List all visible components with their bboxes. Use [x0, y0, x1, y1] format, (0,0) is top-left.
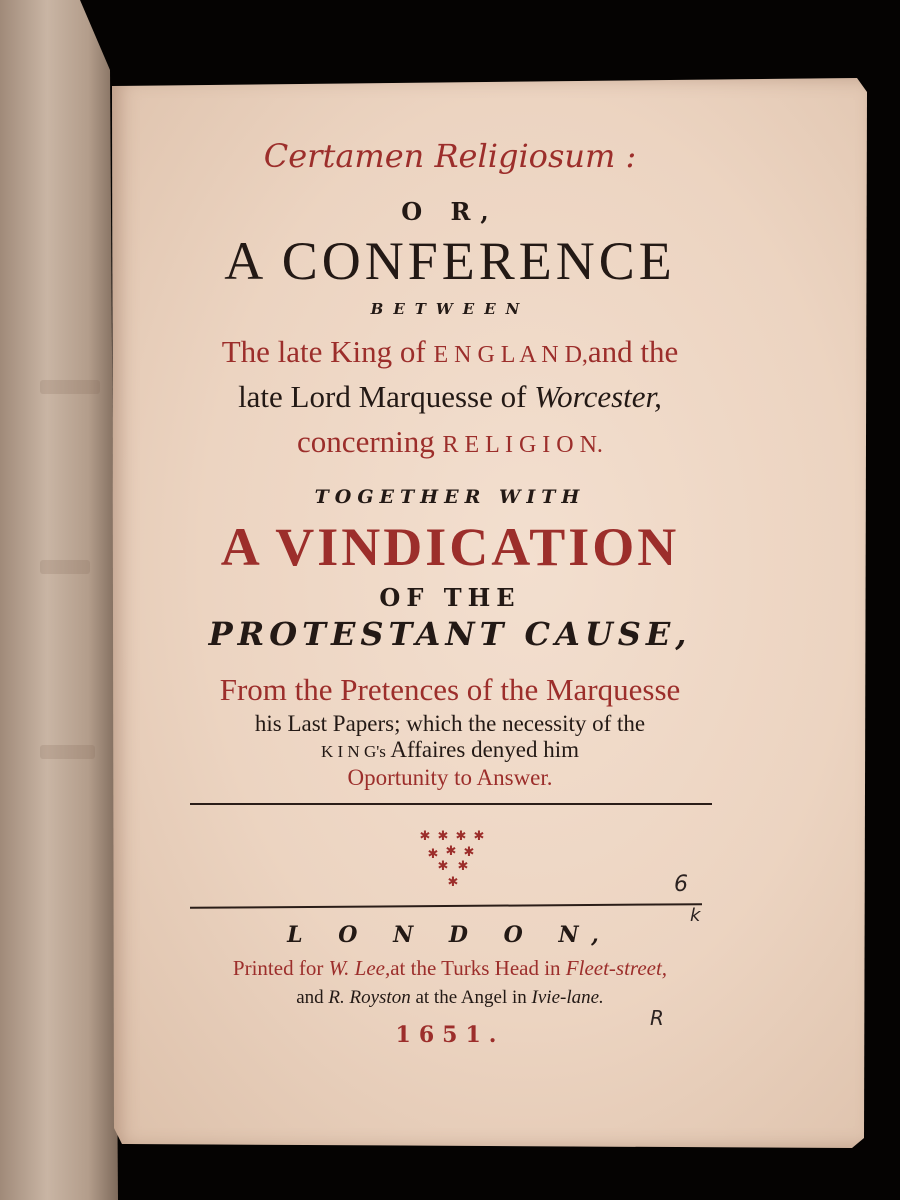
religion-word: R E L I G I O N.	[442, 432, 603, 458]
svg-text:✱: ✱	[473, 829, 485, 844]
conference-heading: A CONFERENCE	[224, 231, 676, 291]
affaires-text: Affaires denyed him	[385, 737, 580, 762]
latin-title: Certamen Religiosum :	[263, 137, 637, 175]
top-rule	[190, 803, 712, 805]
oportunity-line: Oportunity to Answer.	[347, 765, 553, 790]
lord-line-part-a: late Lord Marquesse of	[238, 379, 535, 414]
concerning-word: concerning	[297, 424, 443, 459]
svg-text:✱: ✱	[463, 845, 475, 860]
angel-text: at the Angel in	[410, 987, 532, 1008]
and-text: and	[296, 987, 329, 1008]
concerning-line	[0, 426, 900, 457]
svg-text:✱: ✱	[457, 859, 469, 874]
king-line-part-a: The late King of	[221, 334, 434, 369]
of-the-line: OF THE	[379, 583, 521, 612]
handwritten-mark-r: R	[650, 1006, 664, 1030]
king-line-part-b: and the	[587, 334, 679, 369]
svg-text:✱: ✱	[455, 829, 467, 844]
svg-text:✱: ✱	[445, 844, 457, 859]
or-line: O R,	[401, 197, 499, 226]
handwritten-mark-k: k	[690, 905, 701, 926]
svg-text:✱: ✱	[419, 829, 431, 844]
vindication-heading: A VINDICATION	[220, 517, 680, 577]
from-pretences-line: From the Pretences of the Marquesse	[219, 672, 681, 707]
kings-word: K I N G's	[320, 742, 386, 761]
worcester-word: Worcester,	[534, 379, 662, 414]
fleet-street: Fleet-street,	[565, 956, 668, 980]
svg-text:✱: ✱	[437, 859, 449, 874]
royston-line	[0, 988, 900, 1007]
svg-text:✱: ✱	[427, 847, 439, 862]
svg-text:✱: ✱	[437, 829, 449, 844]
printer-lee: W. Lee,	[328, 956, 391, 980]
lord-line	[0, 381, 900, 412]
printed-for-line	[0, 958, 900, 979]
last-papers-line: his Last Papers; which the necessity of the	[254, 711, 646, 736]
protestant-cause-line: PROTESTANT CAUSE,	[208, 615, 692, 653]
imprint-year: 1651.	[395, 1022, 505, 1048]
imprint-city: L O N D O N,	[287, 922, 613, 948]
printed-for-text: Printed for	[232, 956, 329, 980]
king-line	[0, 336, 900, 367]
england-word: E N G L A N D,	[433, 342, 588, 368]
svg-text:✱: ✱	[447, 875, 459, 890]
printers-fleuron-ornament-icon	[405, 828, 505, 890]
turks-head-text: at the Turks Head in	[390, 956, 566, 980]
royston-name: R. Royston	[328, 987, 411, 1008]
kings-affaires-line	[0, 738, 900, 761]
ivie-lane: Ivie-lane.	[531, 987, 604, 1008]
together-with-line: TOGETHER WITH	[314, 486, 586, 508]
between-line: BETWEEN	[370, 300, 530, 318]
handwritten-mark-6: 6	[674, 872, 688, 897]
